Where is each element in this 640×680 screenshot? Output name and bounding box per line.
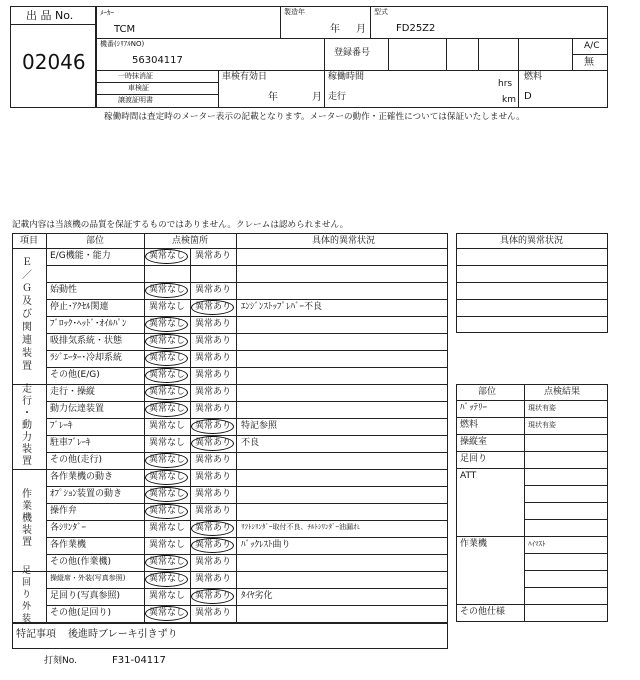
stamp-label: 打刻No. [44,656,77,666]
result-line [524,519,608,520]
row-line [46,367,448,368]
fuel-label: 燃料 [524,72,543,82]
row-part: その他(作業機) [50,557,112,567]
row-part: 駐車ﾌﾞﾚｰｷ [50,438,91,448]
detail-line [456,299,608,300]
row-line [46,418,448,419]
row-line [46,316,448,317]
group-char: 装 [22,347,32,359]
group-char: 動 [22,419,32,431]
result-line [456,604,608,605]
abnormal-circle [191,521,234,536]
group-char: 置 [22,455,32,467]
row-abnormal: 異常あり [195,285,232,295]
group-char: り [22,589,32,600]
row-normal: 異常なし [149,472,186,482]
normal-circle [145,504,188,519]
inspection-expiry-label: 車検有効日 [222,72,268,82]
row-normal: 異常なし [149,489,186,499]
row-line [46,605,448,606]
row-line [46,503,448,504]
group-char: 機 [22,513,32,524]
registration-label: 登録番号 [334,48,371,58]
row-abnormal: 異常あり [195,506,232,516]
group-char: 及 [22,295,32,307]
abnormal-circle [191,419,234,434]
group-char: 業 [22,501,32,512]
result-part: 足回り [460,454,488,464]
group-char: び [22,308,32,320]
ac-value: 無 [584,57,594,68]
abnormal-circle [191,538,234,553]
result-line [456,451,608,452]
row-normal: 異常なし [149,302,186,312]
row-line [46,588,448,589]
normal-circle [145,606,188,621]
row-detail: 不良 [241,438,260,448]
result-value: 現状有姿 [528,421,556,429]
row-abnormal: 異常あり [195,540,232,550]
result-line [524,502,608,503]
normal-circle [145,368,188,383]
normal-circle [145,317,188,332]
row-line [46,520,448,521]
ac-label: A/C [584,41,600,51]
normal-circle [145,402,188,417]
row-line [46,384,448,385]
row-part: 停止･ｱｸｾﾙ関連 [50,302,109,312]
row-line [46,282,448,283]
result-part: 燃料 [460,420,479,430]
temporary-deregistration-label: 一時抹消証 [118,72,153,80]
row-abnormal: 異常あり [195,336,232,346]
row-abnormal: 異常あり [195,472,232,482]
row-normal: 異常なし [149,557,186,567]
abnormal-circle [191,589,234,604]
row-line [46,265,448,266]
hours-unit: hrs [498,79,513,89]
row-abnormal: 異常あり [195,608,232,618]
normal-circle [145,555,188,570]
row-detail: ｴﾝｼﾞﾝｽﾄｯﾌﾟﾚﾊﾞｰ不良 [241,302,323,312]
row-line [46,486,448,487]
col-check: 点検箇所 [172,236,209,246]
transfer-cert-label: 譲渡証明書 [118,96,153,104]
model-value: FD25Z2 [396,23,436,34]
maker-value: TCM [114,24,136,35]
expiry-year-unit: 年 [268,92,278,103]
fuel-value: D [524,91,532,102]
normal-circle [145,470,188,485]
row-part: 各作業機の動き [50,472,114,482]
hours-label: 稼働時間 [328,72,365,82]
serial-label: 機番(ｼﾘｱﾙNO) [100,40,145,48]
row-line [46,554,448,555]
row-abnormal: 異常あり [195,523,232,533]
row-line [46,401,448,402]
group-char: 装 [22,443,32,455]
row-line [46,537,448,538]
row-normal: 異常なし [149,421,186,431]
normal-circle [145,385,188,400]
row-normal: 異常なし [149,285,186,295]
result-line [524,553,608,554]
detail-line [456,316,608,317]
row-part: 操縦席・外装(写真参照) [50,574,126,582]
group-char: 関 [22,321,32,333]
row-normal: 異常なし [149,591,186,601]
row-abnormal: 異常あり [195,557,232,567]
row-line [46,469,448,470]
right-detail-header: 具体的異常状況 [500,236,564,246]
row-normal: 異常なし [149,404,186,414]
maker-label: ﾒｰｶｰ [100,9,114,17]
row-part: 吸排気系統・状態 [50,336,123,346]
group-char: 置 [22,360,32,372]
row-normal: 異常なし [149,353,186,363]
detail-line [456,282,608,283]
group-char: 回 [22,577,32,588]
normal-circle [145,351,188,366]
result-value: 現状有姿 [528,404,556,412]
result-line [456,434,608,435]
disclaimer: 記載内容は当該機の品質を保証するものではありません。クレームは認められません。 [12,220,349,230]
expiry-month-unit: 月 [312,92,322,103]
hours-note: 稼働時間は査定時のメーター表示の記載となります。メーターの動作・正確性については保証いたしません。 [104,112,525,122]
row-part: 動力伝達装置 [50,404,105,414]
row-normal: 異常なし [149,387,186,397]
row-abnormal: 異常あり [195,421,232,431]
normal-circle [145,572,188,587]
month-unit: 月 [356,24,366,35]
row-normal: 異常なし [149,438,186,448]
row-part: ﾌﾞﾚｰｷ [50,421,73,431]
detail-line [456,265,608,266]
group-char: 装 [22,525,32,536]
row-detail: ﾀｲﾔ劣化 [241,591,273,601]
abnormal-circle [191,300,234,315]
row-abnormal: 異常あり [195,574,232,584]
stamp-value: F31-04117 [112,655,166,666]
result-line [456,400,608,401]
row-part: 各ｼﾘﾝﾀﾞｰ [50,523,87,533]
group-char: 走 [22,383,32,395]
row-normal: 異常なし [149,574,186,584]
travel-label: 走行 [328,92,347,102]
row-detail: ﾘﾌﾄｼﾘﾝﾀﾞｰ取付不良、ﾁﾙﾄｼﾘﾝﾀﾞｰ油漏れ [241,523,360,531]
normal-circle [145,487,188,502]
item-no-value: 02046 [22,50,86,74]
row-line [46,299,448,300]
model-label: 型式 [374,8,388,16]
col-item: 項目 [20,236,39,246]
col-detail: 具体的異常状況 [312,236,376,246]
row-line [46,452,448,453]
group-char: Ｅ [22,256,32,268]
row-normal: 異常なし [149,251,186,261]
group-char: 力 [22,431,32,443]
normal-circle [145,334,188,349]
group-char: 作 [22,489,32,500]
group-char: 連 [22,334,32,346]
row-part: 走行・操縦 [50,387,96,397]
row-normal: 異常なし [149,608,186,618]
row-line [46,350,448,351]
group-char: Ｇ [22,282,32,294]
normal-circle [145,283,188,298]
row-part: ﾌﾞﾛｯｸ･ﾍｯﾄﾞ･ｵｲﾙﾊﾟﾝ [50,319,127,329]
group-char: 行 [22,395,32,407]
year-label: 製造年 [284,8,305,16]
col-part: 部位 [86,236,105,246]
group-char: 装 [22,613,32,624]
row-line [46,435,448,436]
row-part: その他(走行) [50,455,103,465]
item-no-label: 出 品 No. [26,9,74,22]
row-abnormal: 異常あり [195,438,232,448]
group-char: 外 [22,601,32,612]
row-abnormal: 異常あり [195,455,232,465]
result-col-part: 部位 [478,387,497,397]
result-part: 作業機 [460,539,488,549]
row-normal: 異常なし [149,523,186,533]
serial-value: 56304117 [132,55,183,66]
row-abnormal: 異常あり [195,387,232,397]
result-part: ATT [460,471,477,481]
row-abnormal: 異常あり [195,404,232,414]
row-part: 操作弁 [50,506,78,516]
row-detail: 特記参照 [241,421,278,431]
row-part: 足回り(写真参照) [50,591,121,601]
result-line [524,485,608,486]
row-normal: 異常なし [149,455,186,465]
result-part: ﾊﾞｯﾃﾘｰ [460,403,488,413]
row-normal: 異常なし [149,370,186,380]
result-line [456,468,608,469]
row-normal: 異常なし [149,319,186,329]
special-notes-label: 特記事項 [16,629,56,640]
result-col-result: 点検結果 [544,387,581,397]
row-part: 始動性 [50,285,78,295]
group-char: 足 [22,565,32,576]
row-normal: 異常なし [149,336,186,346]
group-char: ・ [22,407,32,419]
row-part: その他(E/G) [50,370,100,380]
result-value: ﾊｲﾏｽﾄ [528,540,546,548]
row-line [46,571,448,572]
row-abnormal: 異常あり [195,489,232,499]
row-detail: ﾊﾞｯｸﾚｽﾄ曲り [241,540,291,550]
result-line [456,417,608,418]
row-part: ｵﾌﾟｼｮﾝ装置の動き [50,489,123,499]
result-part: その他仕様 [460,607,506,617]
row-part: その他(足回り) [50,608,112,618]
row-abnormal: 異常あり [195,302,232,312]
row-abnormal: 異常あり [195,353,232,363]
row-normal: 異常なし [149,540,186,550]
normal-circle [145,249,188,264]
km-unit: km [502,95,516,105]
row-abnormal: 異常あり [195,251,232,261]
year-unit: 年 [330,24,340,35]
inspection-cert-label: 車検証 [128,84,149,92]
row-line [46,333,448,334]
group-char: 置 [22,537,32,548]
row-abnormal: 異常あり [195,591,232,601]
special-notes-value: 後進時ブレーキ引きずり [68,629,178,640]
row-part: E/G機能・能力 [50,251,111,261]
group-char: ／ [22,269,32,281]
row-abnormal: 異常あり [195,370,232,380]
result-line [524,570,608,571]
result-line [524,587,608,588]
row-part: 各作業機 [50,540,87,550]
result-part: 操縦室 [460,437,488,447]
group-line [12,469,46,470]
result-line [456,536,608,537]
row-abnormal: 異常あり [195,319,232,329]
normal-circle [145,453,188,468]
row-part: ﾗｼﾞｴｰﾀｰ･冷却系統 [50,353,123,363]
row-normal: 異常なし [149,506,186,516]
abnormal-circle [191,436,234,451]
